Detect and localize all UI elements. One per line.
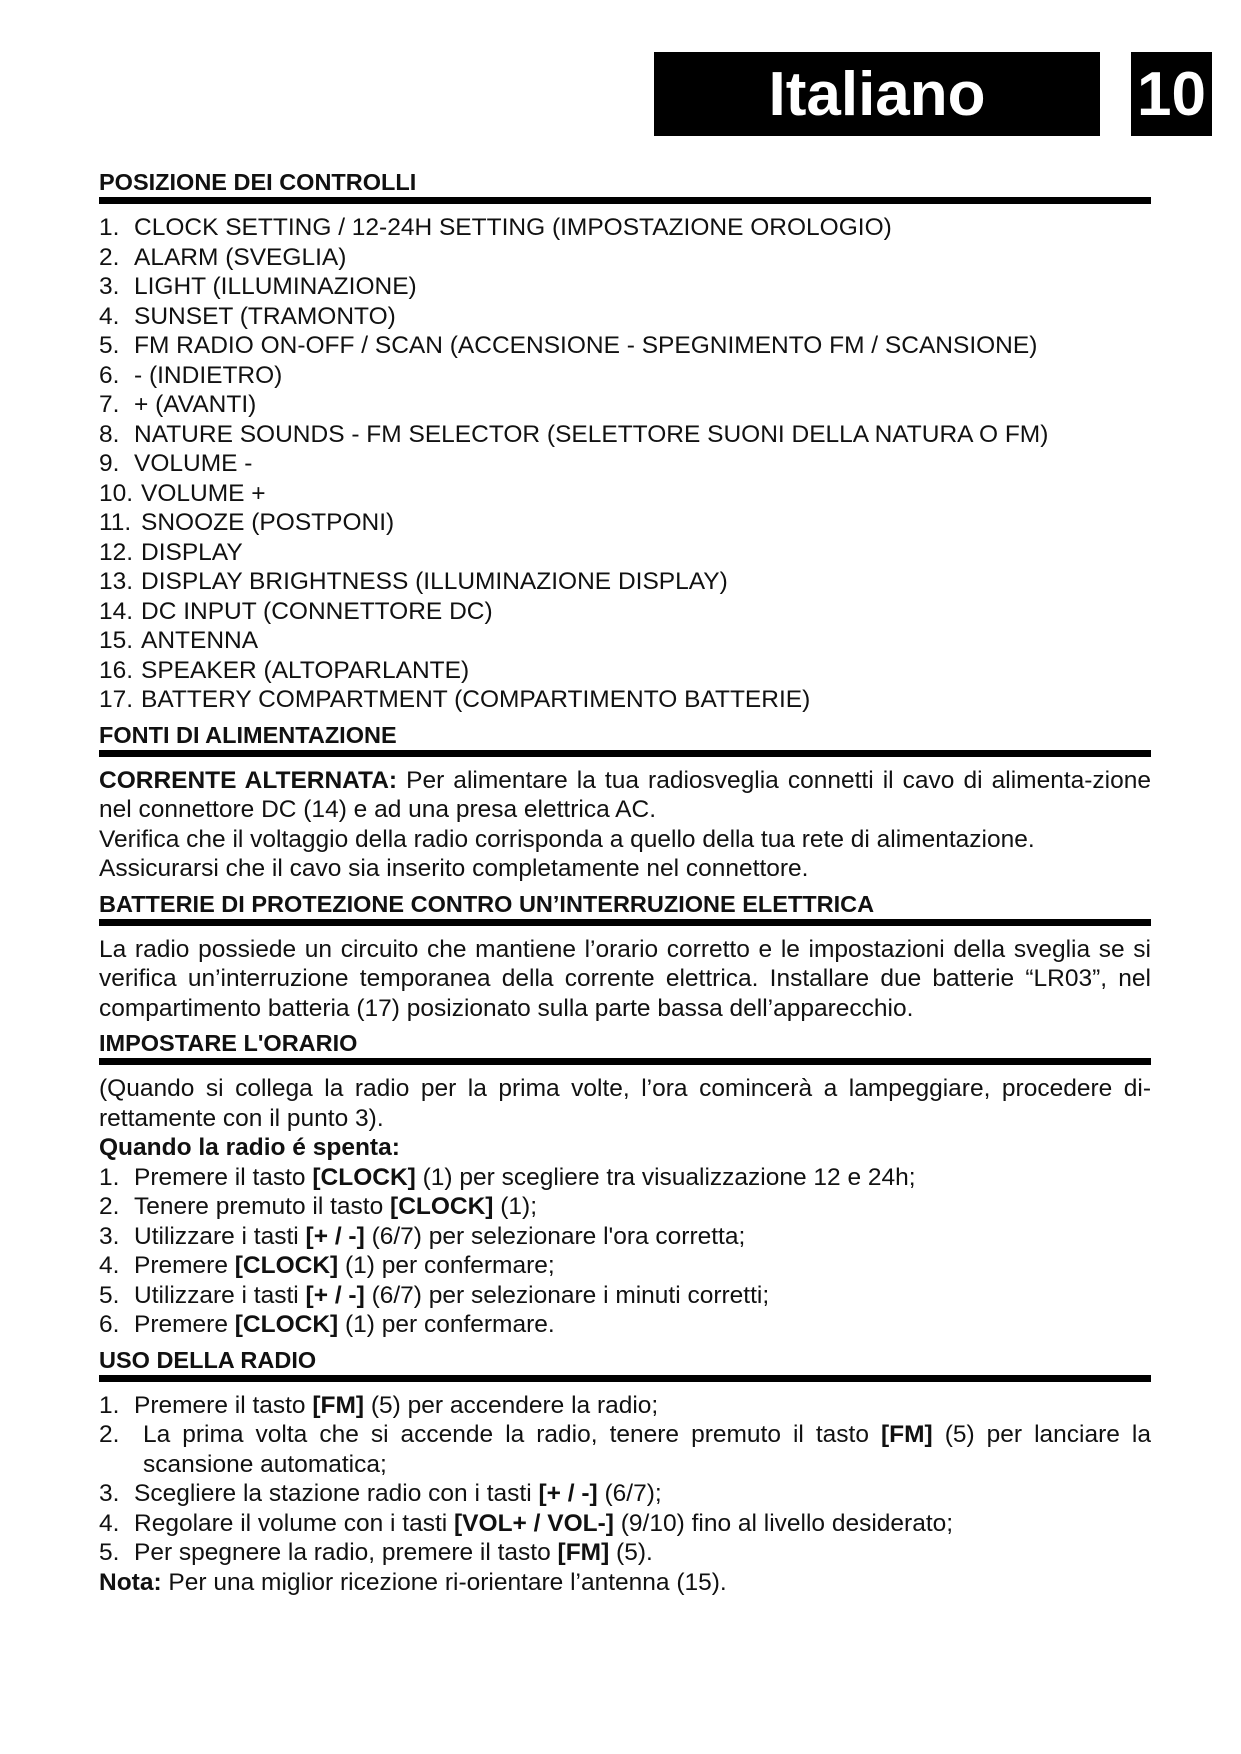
- power-ac-paragraph: [99, 766, 1151, 825]
- step-text: [134, 1222, 745, 1252]
- item-number: 5.: [99, 332, 120, 359]
- step-text-post: (5) per accendere la radio;: [364, 1391, 659, 1419]
- step-number: 1.: [99, 1163, 120, 1191]
- step-text-pre: Premere il tasto: [134, 1391, 313, 1419]
- item-text: NATURE SOUNDS - FM SELECTOR (SELETTORE SUONI DELLA NATURA O FM): [134, 420, 1049, 448]
- note-label: Nota:: [99, 1568, 162, 1596]
- list-item: [99, 567, 1151, 597]
- item-number: 1.: [99, 214, 120, 241]
- step-text-pre: Premere il tasto: [134, 1163, 313, 1191]
- section-title: FONTI DI ALIMENTAZIONE: [99, 721, 1151, 757]
- item-number: 8.: [99, 420, 120, 448]
- step-text: [143, 1420, 1151, 1479]
- step-item: [99, 1420, 1151, 1479]
- step-key: [FM]: [881, 1421, 933, 1448]
- step-key: [FM]: [312, 1391, 365, 1419]
- section-time: [99, 1029, 1151, 1340]
- section-title: IMPOSTARE L'ORARIO: [99, 1029, 1151, 1065]
- controls-list: [99, 213, 1151, 715]
- language-tab: Italiano: [654, 52, 1100, 136]
- list-item: [99, 420, 1151, 450]
- step-text: [134, 1479, 662, 1509]
- step-text: [134, 1391, 658, 1421]
- step-text: [134, 1163, 916, 1193]
- note-text: Per una miglior ricezione ri-orientare l’antenna (15).: [161, 1568, 727, 1596]
- item-number: 12.: [99, 538, 134, 566]
- list-item: [99, 449, 1151, 479]
- item-text: + (AVANTI): [134, 391, 257, 418]
- step-text: [134, 1538, 653, 1568]
- list-item: [99, 331, 1151, 361]
- list-item: [99, 243, 1151, 273]
- time-intro: (Quando si collega la radio per la prima volte, l’ora comincerà a lampeggiare, procedere di-rettamente con il punto 3).: [99, 1075, 1151, 1132]
- item-number: 14.: [99, 597, 134, 625]
- item-text: LIGHT (ILLUMINAZIONE): [134, 273, 417, 300]
- step-number: 5.: [99, 1281, 120, 1309]
- manual-content: [99, 168, 1151, 1603]
- item-text: SPEAKER (ALTOPARLANTE): [141, 656, 470, 684]
- item-text: CLOCK SETTING / 12-24H SETTING (IMPOSTAZIONE OROLOGIO): [134, 214, 892, 241]
- item-text: ANTENNA: [141, 627, 259, 654]
- list-item: [99, 272, 1151, 302]
- section-backup: [99, 890, 1151, 1024]
- step-number: 2.: [99, 1421, 120, 1448]
- list-item: [99, 302, 1151, 332]
- section-controls: [99, 168, 1151, 715]
- step-text-post: (5) per lanciare la scansione automatica;: [143, 1421, 1151, 1478]
- step-text-post: (6/7) per selezionare i minuti corretti;: [364, 1281, 770, 1309]
- radio-steps: [99, 1391, 1151, 1568]
- list-item: [99, 685, 1151, 715]
- list-item: [99, 597, 1151, 627]
- time-subtitle: [99, 1133, 1151, 1163]
- step-text-pre: Premere: [134, 1311, 235, 1338]
- step-item: [99, 1192, 1151, 1222]
- item-number: 15.: [99, 627, 134, 654]
- step-number: 1.: [99, 1391, 120, 1419]
- item-text: BATTERY COMPARTMENT (COMPARTIMENTO BATTERIE): [141, 686, 811, 713]
- step-item: [99, 1310, 1151, 1340]
- section-power: [99, 721, 1151, 884]
- step-key: [VOL+ / VOL-]: [454, 1509, 614, 1537]
- step-item: [99, 1281, 1151, 1311]
- step-item: [99, 1509, 1151, 1539]
- step-number: 3.: [99, 1222, 120, 1250]
- step-text: [134, 1251, 555, 1281]
- ac-label: CORRENTE ALTERNATA:: [99, 766, 398, 794]
- step-number: 4.: [99, 1509, 120, 1537]
- item-text: VOLUME +: [141, 479, 266, 507]
- step-text-pre: La prima volta che si accende la radio, tenere premuto il tasto: [143, 1421, 881, 1448]
- step-text-pre: Utilizzare i tasti: [134, 1281, 306, 1309]
- list-item: [99, 390, 1151, 420]
- step-text-post: (5).: [609, 1539, 653, 1566]
- section-title: POSIZIONE DEI CONTROLLI: [99, 168, 1151, 204]
- step-number: 6.: [99, 1311, 120, 1338]
- item-text: ALARM (SVEGLIA): [134, 243, 347, 271]
- item-number: 9.: [99, 450, 120, 477]
- list-item: [99, 361, 1151, 391]
- step-text-pre: Tenere premuto il tasto: [134, 1193, 391, 1220]
- step-key: [CLOCK]: [390, 1193, 494, 1220]
- step-text-pre: Utilizzare i tasti: [134, 1222, 306, 1250]
- step-text-pre: Regolare il volume con i tasti: [134, 1509, 455, 1537]
- step-text-post: (6/7);: [597, 1480, 662, 1507]
- radio-note: [99, 1568, 1151, 1598]
- step-item: [99, 1538, 1151, 1568]
- time-steps: [99, 1163, 1151, 1340]
- item-number: 7.: [99, 391, 120, 418]
- step-key: [CLOCK]: [234, 1311, 339, 1338]
- list-item: [99, 213, 1151, 243]
- step-number: 2.: [99, 1193, 120, 1220]
- item-text: FM RADIO ON-OFF / SCAN (ACCENSIONE - SPEGNIMENTO FM / SCANSIONE): [134, 332, 1038, 359]
- item-text: VOLUME -: [134, 450, 253, 477]
- step-number: 3.: [99, 1480, 120, 1507]
- list-item: [99, 656, 1151, 686]
- item-text: DC INPUT (CONNETTORE DC): [141, 597, 493, 625]
- item-number: 11.: [99, 509, 132, 536]
- item-text: DISPLAY: [141, 538, 243, 566]
- step-item: [99, 1163, 1151, 1193]
- section-title: BATTERIE DI PROTEZIONE CONTRO UN’INTERRUZIONE ELETTRICA: [99, 890, 1151, 926]
- item-text: SNOOZE (POSTPONI): [141, 509, 395, 536]
- item-number: 4.: [99, 302, 120, 330]
- power-line-2: Verifica che il voltaggio della radio corrisponda a quello della tua rete di alimentazione.: [99, 825, 1035, 853]
- ac-text: Per alimentare la tua radiosveglia connetti il cavo di alimenta-zione nel connettore DC (14) e ad una presa elettrica AC.: [99, 766, 1151, 823]
- power-line-3: Assicurarsi che il cavo sia inserito completamente nel connettore.: [99, 855, 809, 882]
- step-text-pre: Premere: [134, 1252, 235, 1279]
- step-key: [+ / -]: [305, 1281, 365, 1309]
- step-item: [99, 1391, 1151, 1421]
- item-text: DISPLAY BRIGHTNESS (ILLUMINAZIONE DISPLAY): [141, 568, 728, 595]
- time-subtitle-text: Quando la radio é spenta:: [99, 1134, 400, 1161]
- step-key: [+ / -]: [538, 1480, 598, 1507]
- item-number: 6.: [99, 361, 120, 389]
- step-item: [99, 1222, 1151, 1252]
- step-text-post: (1) per scegliere tra visualizzazione 12 e 24h;: [415, 1163, 916, 1191]
- item-number: 16.: [99, 656, 134, 684]
- step-text-post: (9/10) fino al livello desiderato;: [613, 1509, 954, 1537]
- step-text-pre: Per spegnere la radio, premere il tasto: [134, 1539, 558, 1566]
- list-item: [99, 626, 1151, 656]
- item-number: 13.: [99, 568, 134, 595]
- step-text-post: (1) per confermare;: [338, 1252, 555, 1279]
- section-radio: [99, 1346, 1151, 1598]
- list-item: [99, 538, 1151, 568]
- step-item: [99, 1251, 1151, 1281]
- step-number: 5.: [99, 1539, 120, 1566]
- step-key: [CLOCK]: [312, 1163, 416, 1191]
- step-key: [CLOCK]: [234, 1252, 339, 1279]
- step-text-pre: Scegliere la stazione radio con i tasti: [134, 1480, 539, 1507]
- item-text: SUNSET (TRAMONTO): [134, 302, 396, 330]
- item-text: - (INDIETRO): [134, 361, 283, 389]
- item-number: 3.: [99, 273, 120, 300]
- step-number: 4.: [99, 1252, 120, 1279]
- step-text-post: (1);: [493, 1193, 538, 1220]
- step-text: [134, 1192, 537, 1222]
- page-number: 10: [1131, 52, 1212, 136]
- list-item: [99, 479, 1151, 509]
- list-item: [99, 508, 1151, 538]
- step-key: [FM]: [557, 1539, 610, 1566]
- step-text: [134, 1310, 555, 1340]
- section-title: USO DELLA RADIO: [99, 1346, 1151, 1382]
- step-text-post: (1) per confermare.: [338, 1311, 555, 1338]
- step-key: [+ / -]: [305, 1222, 365, 1250]
- item-number: 17.: [99, 686, 134, 713]
- backup-paragraph: La radio possiede un circuito che mantiene l’orario corretto e le impostazioni della sveglia se si verifica un’interruzione temporanea della corrente elettrica. Installare due batterie “LR03”, nel compartimento batteria (17) posizionato sulla parte bassa dell’apparecchio.: [99, 935, 1151, 1022]
- item-number: 2.: [99, 243, 120, 271]
- step-text: [134, 1509, 953, 1539]
- step-item: [99, 1479, 1151, 1509]
- step-text-post: (6/7) per selezionare l'ora corretta;: [364, 1222, 746, 1250]
- step-text: [134, 1281, 769, 1311]
- item-number: 10.: [99, 479, 134, 507]
